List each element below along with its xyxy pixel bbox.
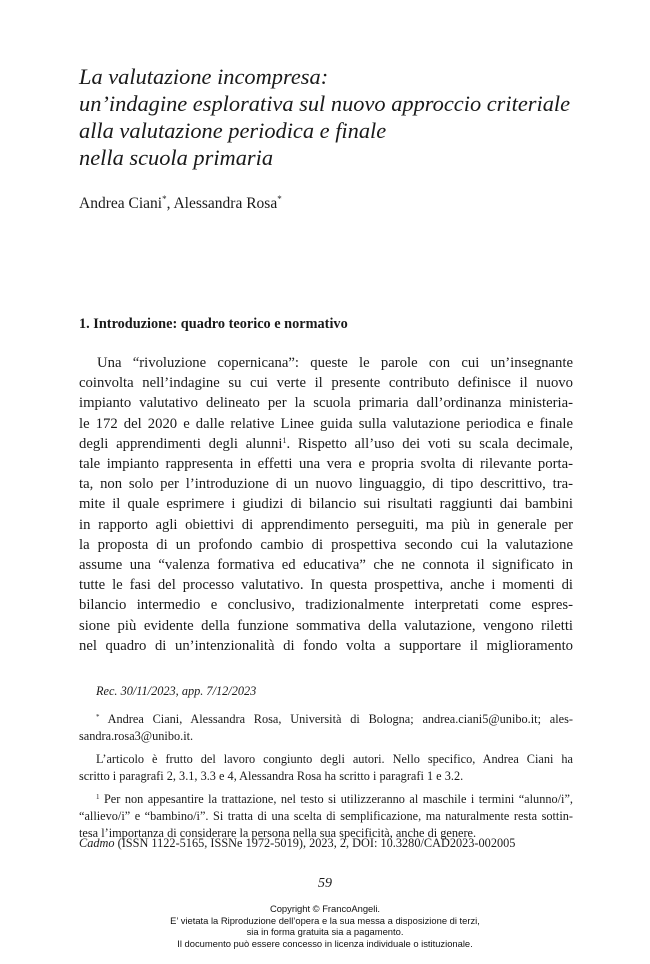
- article-title: [79, 63, 599, 171]
- text-line: coinvolta nell’indagine su cui verte il presente contributo definisce il nuovo: [79, 375, 573, 392]
- text-line: tutte le fasi del processo valutativo. In questa prospettiva, anche i momenti di: [79, 577, 573, 594]
- note-line: L’articolo è frutto del lavoro congiunto degli autori. Nello specifico, Andrea Ciani ha: [96, 752, 573, 766]
- text-line: mite il quale esprimere i giudizi di bilancio sui risultati raggiunti dai bambini: [79, 496, 573, 513]
- note-line: “allievo/i” e “bambino/i”. Si tratta di una scelta di semplificazione, ma naturalmente resta sottin-: [79, 809, 573, 823]
- journal-details: (ISSN 1122-5165, ISSNe 1972-5019), 2023, 2, DOI: 10.3280/CAD2023-002005: [114, 836, 516, 850]
- text-fragment: degli apprendimenti degli alunni: [79, 435, 283, 452]
- footnote-marker: 1: [96, 793, 100, 801]
- title-line: alla valutazione periodica e finale: [79, 118, 387, 143]
- text-line: le 172 del 2020 e dalle relative Linee guida sulla valutazione periodica e finale: [79, 415, 573, 432]
- text-line: sione più evidente della funzione sommativa della valutazione, vengono riletti: [79, 617, 573, 634]
- note-line: [79, 711, 573, 728]
- footnote-marker: *: [96, 713, 100, 721]
- text-line: la proposta di un profondo cambio di prospettiva secondo cui la valutazione: [79, 536, 573, 553]
- note-line: [79, 791, 573, 808]
- author-list: [79, 189, 282, 214]
- text-line: tale impianto rappresenta in effetti una vera e propria svolta di rilevante porta-: [79, 456, 573, 473]
- text-line: Una “rivoluzione copernicana”: queste le parole con cui un’insegnante: [97, 355, 573, 371]
- text-line: bilancio intermedio e conclusivo, tradizionalmente interpretati come espres-: [79, 597, 573, 614]
- page-number: 59: [318, 876, 332, 891]
- text-line: assume una “valenza formativa ed educativa” che ne connota il significato in: [79, 557, 573, 574]
- body-paragraph: [79, 353, 573, 656]
- copyright-notice: [0, 903, 650, 949]
- copyright-line: Copyright © FrancoAngeli.: [269, 903, 381, 914]
- footnote-1: [79, 791, 573, 842]
- footnotes: [79, 683, 573, 848]
- title-line: nella scuola primaria: [79, 145, 274, 170]
- text-line: ta, non solo per l’introduzione di un nuovo linguaggio, di tipo descrittivo, tra-: [79, 476, 573, 493]
- section-heading: 1. Introduzione: quadro teorico e normativo: [79, 316, 348, 332]
- text-fragment: . Rispetto all’uso dei voti su scala decimale,: [286, 435, 573, 452]
- contribution-note: [79, 751, 573, 785]
- copyright-line: Il documento può essere concesso in licenza individuale o istituzionale.: [177, 937, 473, 949]
- author-name: Andrea Ciani: [79, 195, 163, 213]
- note-line: sandra.rosa3@unibo.it.: [79, 729, 194, 743]
- title-line: La valutazione incompresa:: [79, 64, 329, 89]
- text-line: in rapporto agli obiettivi di apprendimento perseguiti, ma più in generale per: [79, 516, 573, 533]
- text-line: impianto valutativo delineato per la scuola primaria dall’ordinanza ministeria-: [79, 395, 573, 412]
- author-separator: ,: [166, 195, 174, 213]
- copyright-line: sia in forma gratuita sia a pagamento.: [246, 926, 404, 937]
- footnote-marker: 1: [282, 435, 287, 445]
- note-line: scritto i paragrafi 2, 3.1, 3.3 e 4, Alessandra Rosa ha scritto i paragrafi 1 e 3.2.: [79, 769, 464, 783]
- text-fragment: Per non appesantire la trattazione, nel testo si utilizzeranno al maschile i termini “alunno/i”,: [103, 792, 574, 806]
- note-line: tesa l’importanza di considerare la persona nella sua specificità, anche di genere.: [79, 826, 477, 840]
- received-date: Rec. 30/11/2023, app. 7/12/2023: [96, 684, 257, 698]
- author-name: Alessandra Rosa: [173, 195, 278, 213]
- affiliation-note: [79, 711, 573, 745]
- text-line: [79, 434, 573, 454]
- journal-citation: [79, 836, 515, 851]
- footnote-marker: *: [277, 194, 282, 204]
- copyright-line: E’ vietata la Riproduzione dell’opera e la sua messa a disposizione di terzi,: [170, 914, 480, 926]
- journal-name: Cadmo: [79, 836, 115, 850]
- title-line: un’indagine esplorativa sul nuovo approccio criteriale: [79, 91, 571, 116]
- footnote-marker: *: [162, 194, 167, 204]
- text-fragment: Andrea Ciani, Alessandra Rosa, Università di Bologna; andrea.ciani5@unibo.it; ales-: [107, 712, 573, 726]
- text-line: nel quadro di un’intenzionalità di fondo volta a supportare il miglioramento: [79, 637, 573, 654]
